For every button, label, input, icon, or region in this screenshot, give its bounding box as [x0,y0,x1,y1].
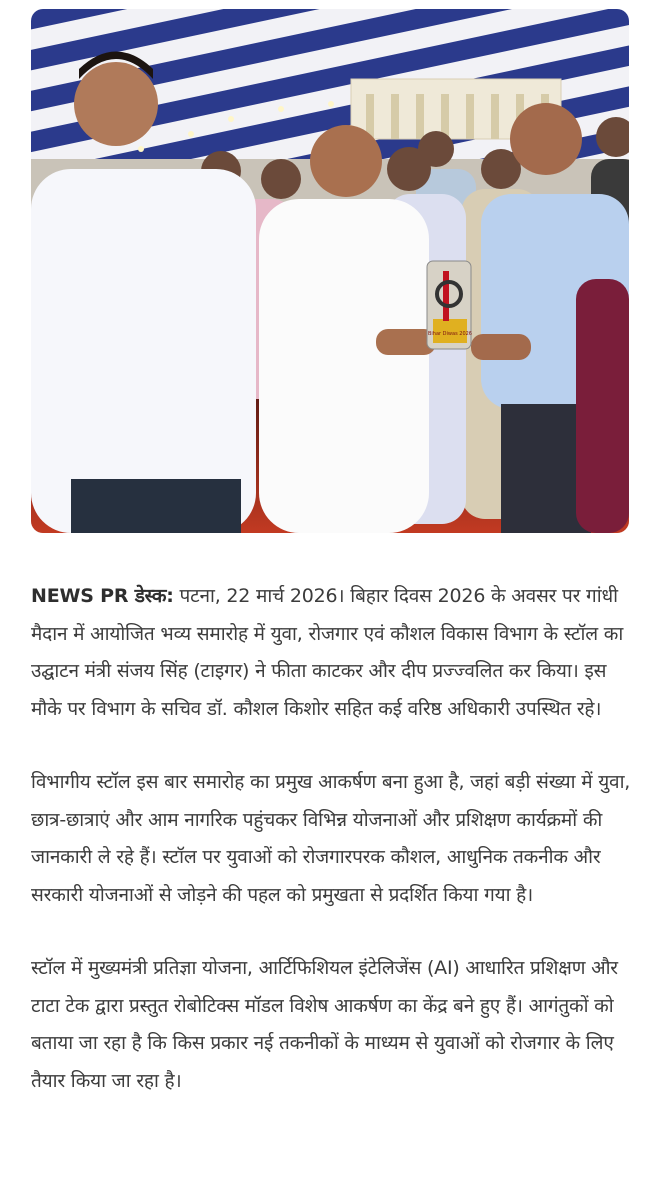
byline-lead: NEWS PR डेस्क: [31,585,174,607]
paragraph-3: स्टॉल में मुख्यमंत्री प्रतिज्ञा योजना, आर्टिफिशियल इंटेलिजेंस (AI) आधारित प्रशिक्षण और टाटा टेक द्वारा प्रस्तुत रोबोटिक्स मॉडल विशेष आकर्षण का केंद्र बने हुए हैं। आगंतुकों को बताया जा रहा है कि किस प्रकार नई तकनीकों के माध्यम से युवाओं को रोजगार के लिए तैयार किया जा रहा है। [31,957,618,1092]
article-body [31,578,631,1136]
paragraph-2: विभागीय स्टॉल इस बार समारोह का प्रमुख आकर्षण बना हुआ है, जहां बड़ी संख्या में युवा, छात्र-छात्राएं और आम नागरिक पहुंचकर विभिन्न योजनाओं और प्रशिक्षण कार्यक्रमों की जानकारी ले रहे हैं। स्टॉल पर युवाओं को रोजगारपरक कौशल, आधुनिक तकनीक और सरकारी योजनाओं से जोड़ने की पहल को प्रमुखता से प्रदर्शित किया गया है। [31,771,631,906]
paragraph-1 [31,578,631,728]
trophy-text: Bihar Diwas 2026 [427,331,473,337]
paragraph-1-text: पटना, 22 मार्च 2026। बिहार दिवस 2026 के अवसर पर गांधी मैदान में आयोजित भव्य समारोह में युवा, रोजगार एवं कौशल विकास विभाग के स्टॉल का उद्घाटन मंत्री संजय सिंह (टाइगर) ने फीता काटकर और दीप प्रज्ज्वलित कर किया। इस मौके पर विभाग के सचिव डॉ. कौशल किशोर सहित कई वरिष्ठ अधिकारी उपस्थित रहे। [31,585,624,720]
article-photo [31,9,629,533]
